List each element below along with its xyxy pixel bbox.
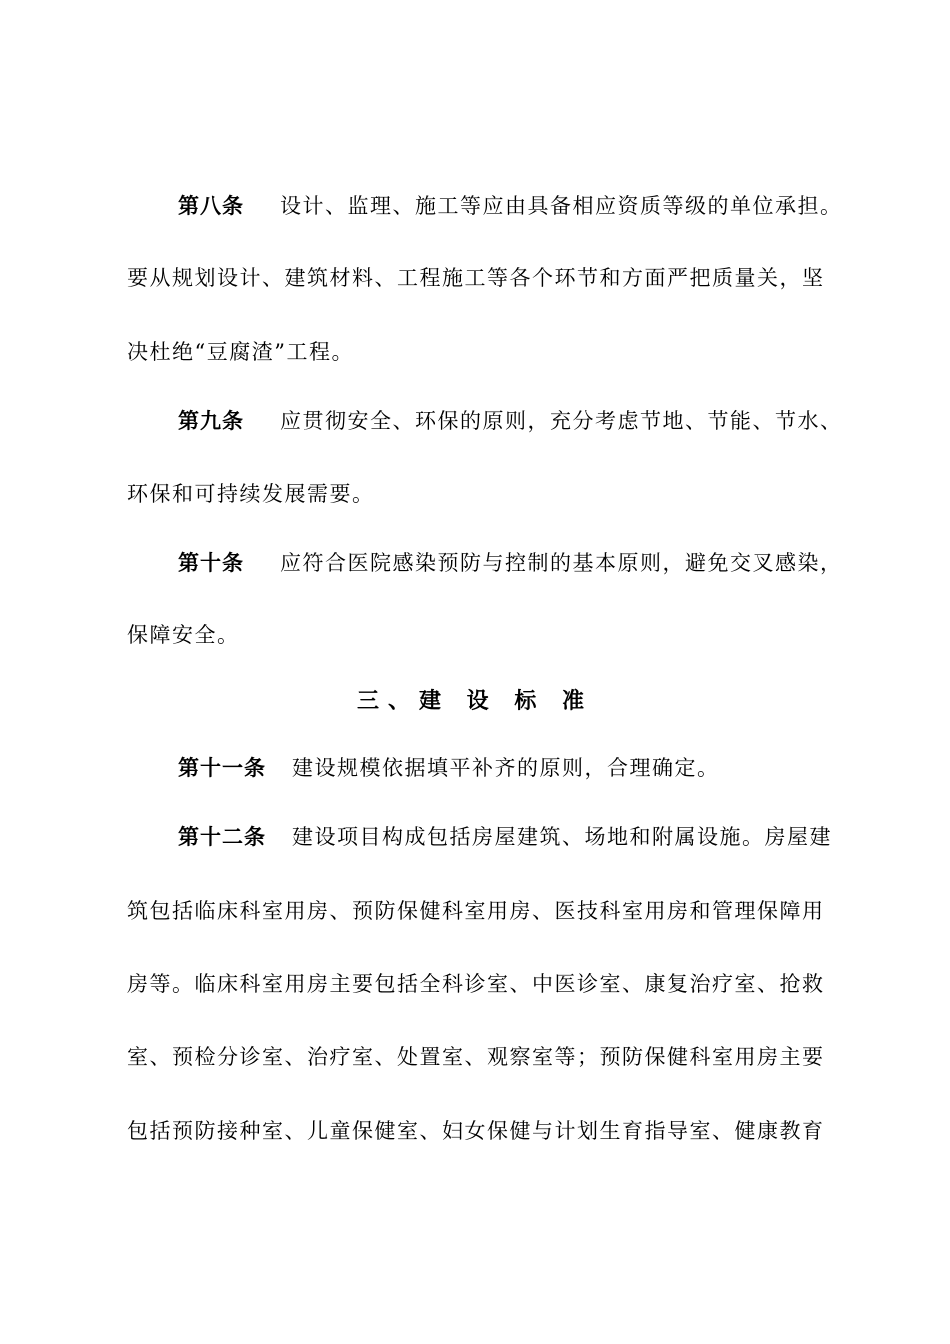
article-11-number: 第十一条	[178, 756, 266, 780]
article-12-line-2: 筑包括临床科室用房、预防保健科室用房、医技科室用房和管理保障用	[127, 899, 825, 923]
section-heading: 三、建 设 标 准	[357, 689, 593, 714]
article-9-line-1	[178, 407, 843, 435]
article-10-text: 应符合医院感染预防与控制的基本原则，避免交叉感染，	[280, 551, 843, 575]
article-8-line-2: 要从规划设计、建筑材料、工程施工等各个环节和方面严把质量关，坚	[127, 266, 825, 290]
article-9-line-2: 环保和可持续发展需要。	[127, 482, 375, 506]
article-12-text: 建设项目构成包括房屋建筑、场地和附属设施。房屋建	[292, 825, 832, 849]
article-11-line-1	[178, 754, 720, 782]
article-12-line-3: 房等。临床科室用房主要包括全科诊室、中医诊室、康复治疗室、抢救	[127, 972, 825, 996]
article-12-line-1	[178, 823, 832, 851]
article-8-number: 第八条	[178, 194, 244, 218]
article-8-text: 设计、监理、施工等应由具备相应资质等级的单位承担。	[280, 194, 843, 218]
article-9-text: 应贯彻安全、环保的原则，充分考虑节地、节能、节水、	[280, 409, 843, 433]
article-10-number: 第十条	[178, 551, 244, 575]
article-8-line-1	[178, 192, 843, 220]
article-12-line-4: 室、预检分诊室、治疗室、处置室、观察室等；预防保健科室用房主要	[127, 1045, 825, 1069]
article-12-number: 第十二条	[178, 825, 266, 849]
article-12-line-5: 包括预防接种室、儿童保健室、妇女保健与计划生育指导室、健康教育	[127, 1119, 825, 1143]
article-10-line-1	[178, 549, 843, 577]
article-9-number: 第九条	[178, 409, 244, 433]
article-8-line-3: 决杜绝“豆腐渣”工程。	[127, 340, 354, 364]
article-11-text: 建设规模依据填平补齐的原则，合理确定。	[292, 756, 720, 780]
article-10-line-2: 保障安全。	[127, 623, 240, 647]
